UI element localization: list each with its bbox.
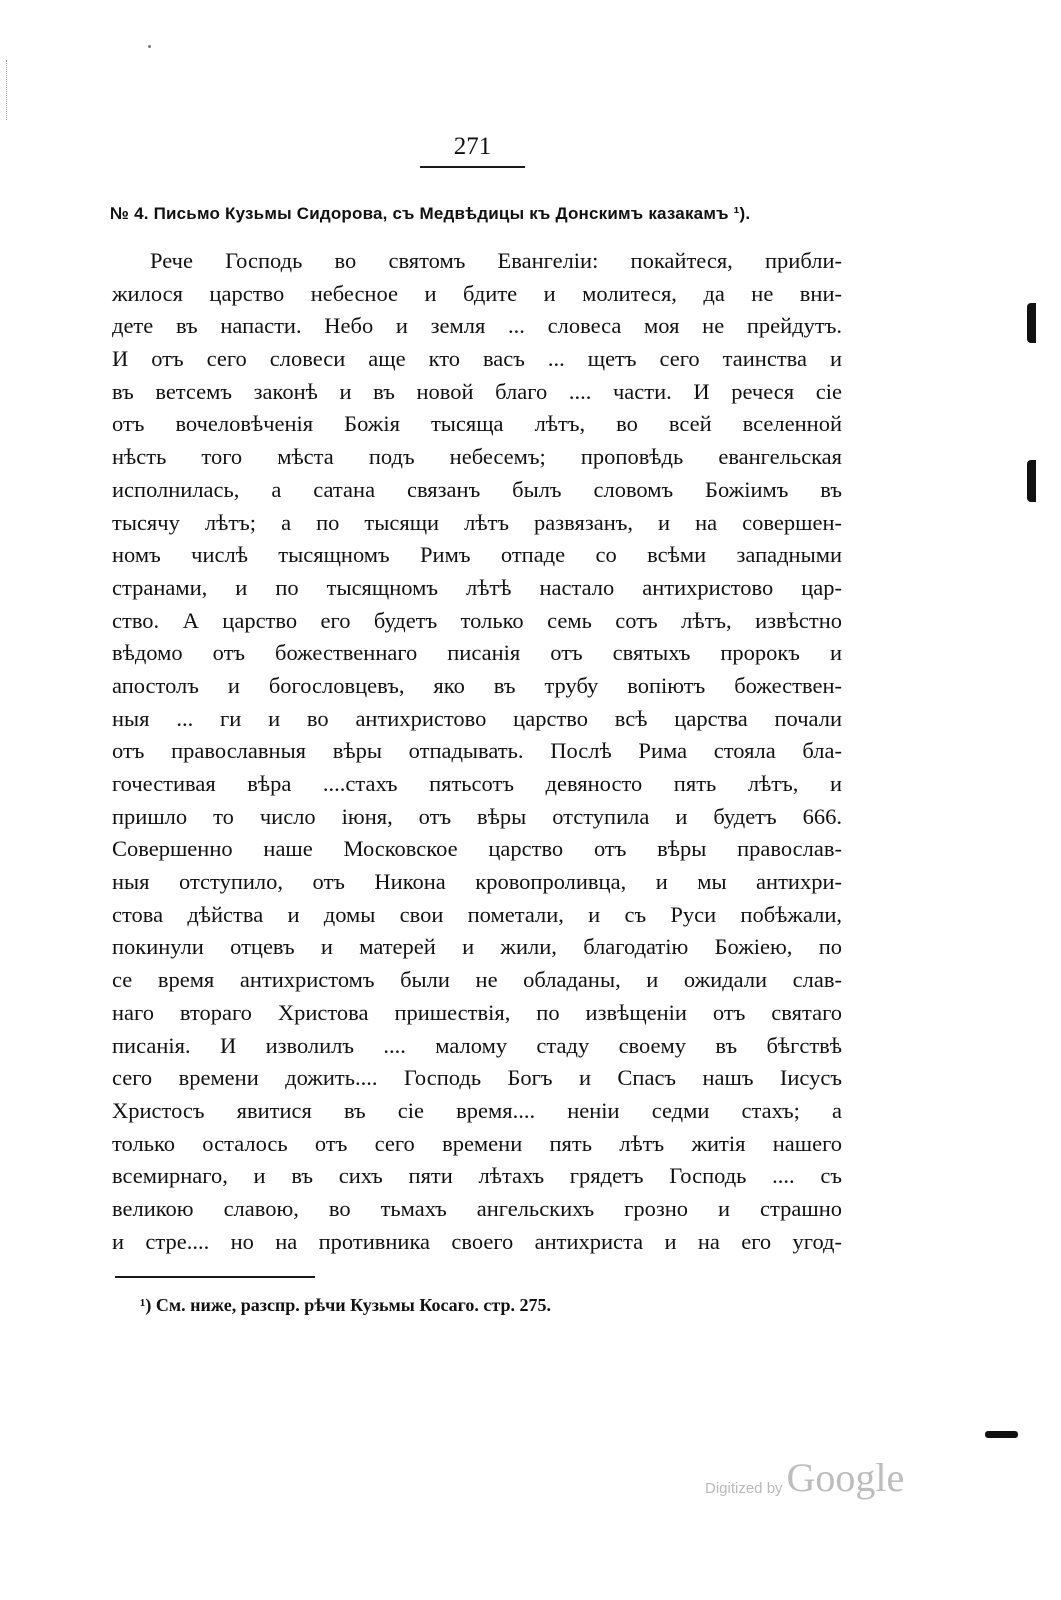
body-line: странами, и по тысящномъ лѣтѣ настало антихристово цар- (112, 574, 842, 600)
footnote-rule (115, 1276, 315, 1278)
body-line: только осталось отъ сего времени пять лѣтъ житія нашего (112, 1130, 842, 1156)
body-line: стова дѣйства и домы свои пометали, и съ Руси побѣжали, (112, 901, 842, 927)
body-line: Христосъ явитися въ сіе время.... неніи седми стахъ; а (112, 1097, 842, 1123)
scan-dust-artifact (148, 45, 151, 48)
body-line: отъ вочеловѣченія Божія тысяща лѣтъ, во всей вселенной (112, 411, 842, 437)
body-line: сего времени дожить.... Господь Богъ и Спасъ нашъ Іисусъ (112, 1065, 842, 1091)
body-line: ныя ... ги и во антихристово царство всѣ царства почали (112, 705, 842, 731)
body-line: се время антихристомъ были не обладаны, и ожидали слав- (112, 967, 842, 993)
page-number-rule (420, 166, 525, 168)
body-line: исполнилась, а сатана связанъ былъ словомъ Божіимъ въ (112, 476, 842, 502)
body-line: нѣсть того мѣста подъ небесемъ; проповѣдь евангельская (112, 444, 842, 470)
scan-edge-mark (1027, 460, 1036, 502)
body-line: дете въ напасти. Небо и земля ... словеса моя не прейдутъ. (112, 313, 842, 339)
scan-edge-mark (1027, 303, 1036, 343)
body-line: гочестивая вѣра ....стахъ пятьсотъ девяносто пять лѣтъ, и (112, 771, 842, 796)
body-line: покинули отцевъ и матерей и жили, благодатію Божіею, по (112, 934, 842, 960)
body-line: въ ветсемъ законѣ и въ новой благо .... части. И речеся сіе (112, 378, 842, 404)
body-line: вѣдомо отъ божественнаго писанія отъ святыхъ пророкъ и (112, 640, 842, 666)
body-line: номъ числѣ тысящномъ Римъ отпаде со всѣми западными (112, 542, 842, 568)
watermark-logo: Google (786, 1455, 905, 1500)
body-line: ство. А царство его будетъ только семь сотъ лѣтъ, извѣстно (112, 607, 842, 633)
body-line: Совершенно наше Московское царство отъ вѣры православ- (112, 836, 842, 862)
body-line: великою славою, во тьмахъ ангельскихъ грозно и страшно (112, 1195, 842, 1221)
page-number: 271 (453, 133, 492, 160)
body-line: апостолъ и богословцевъ, яко въ трубу вопіютъ божествен- (112, 672, 842, 698)
body-line: И отъ сего словеси аще кто васъ ... щетъ сего таинства и (112, 346, 842, 372)
body-line: ныя отступило, отъ Никона кровопроливца, и мы антихри- (112, 869, 842, 895)
digitized-watermark (705, 1452, 925, 1500)
body-line: тысячу лѣтъ; а по тысящи лѣтъ развязанъ, и на совершен- (112, 509, 842, 535)
body-line: наго втораго Христова пришествія, по извѣщеніи отъ святаго (112, 999, 842, 1025)
body-line: писанія. И изволилъ .... малому стаду своему въ бѣгствѣ (112, 1032, 842, 1058)
footnote: ¹) См. ниже, разспр. рѣчи Кузьмы Косаго. стр. 275. (140, 1295, 551, 1315)
body-line: Рече Господь во святомъ Евангеліи: покайтеся, прибли- (150, 248, 842, 273)
watermark-prefix: Digitized by (705, 1480, 783, 1497)
scan-edge-mark (985, 1431, 1018, 1438)
document-heading: № 4. Письмо Кузьмы Сидорова, съ Медвѣдицы къ Донскимъ казакамъ ¹). (110, 204, 751, 223)
body-line: отъ православныя вѣры отпадывать. Послѣ Рима стояла бла- (112, 738, 842, 764)
body-line: всемирнаго, и въ сихъ пяти лѣтахъ грядетъ Господь .... съ (112, 1163, 842, 1189)
body-line: пришло то число іюня, отъ вѣры отступила и будетъ 666. (112, 803, 842, 829)
body-text (112, 245, 842, 1258)
body-line: жилося царство небесное и бдите и молитеся, да не вни- (112, 280, 842, 306)
scan-edge-artifact (6, 60, 9, 120)
body-line: и стре.... но на противника своего антихриста и на его угод- (112, 1228, 842, 1254)
